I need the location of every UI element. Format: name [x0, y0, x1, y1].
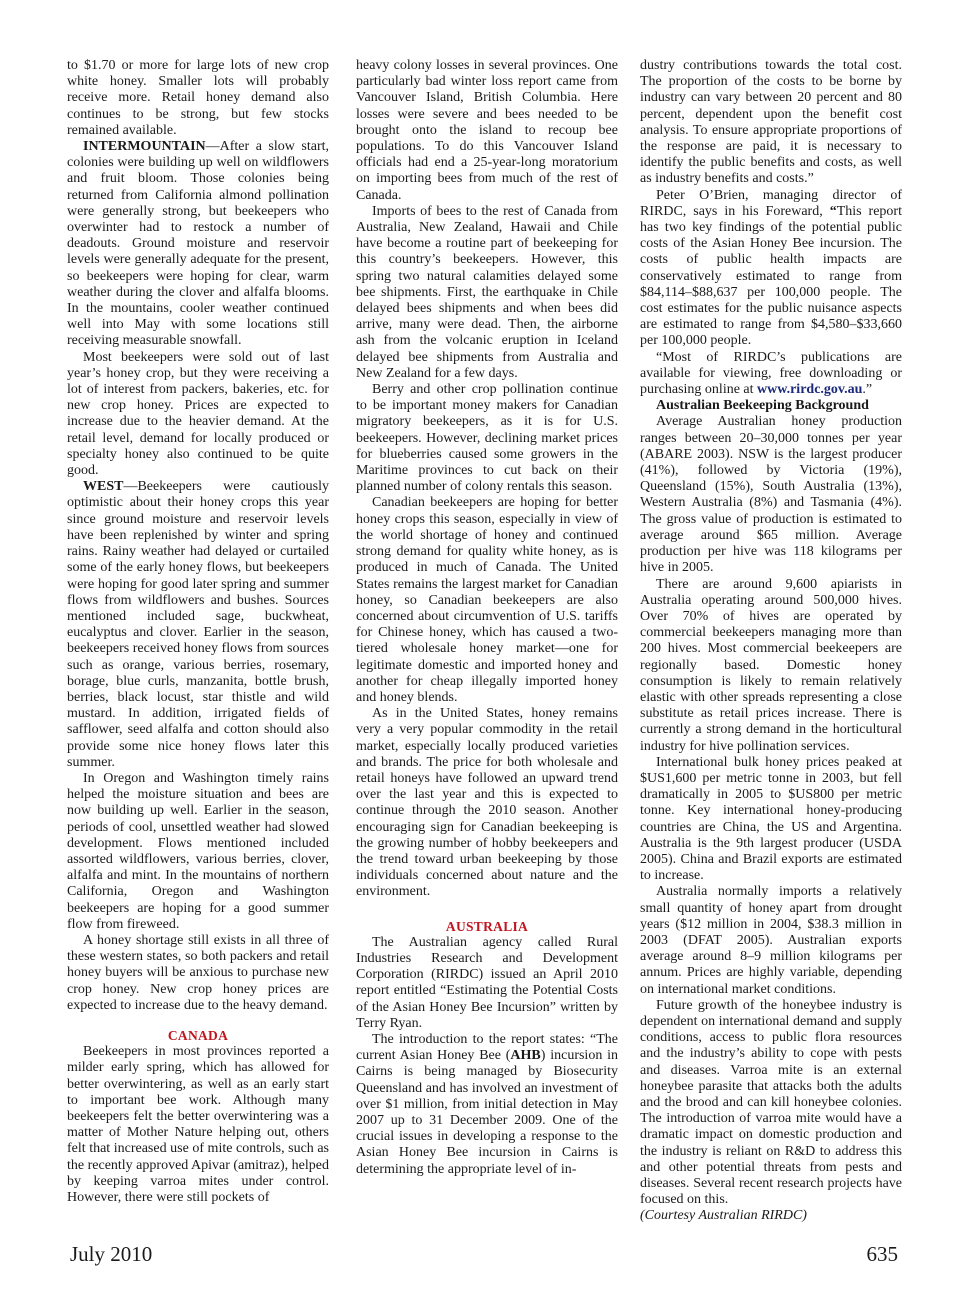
paragraph	[67, 479, 329, 771]
paragraph-text: —Beekeepers were cautiously optimistic about their honey crops this year since ground moisture and reservoir levels have been replenished by winter and spring rains. Rainy weather had delayed or curtailed some of the early honey flows, but beekeepers were hoping for good later spring and summer flows from wildflowers and bushes. Sources mentioned included sage, buckwheat, eucalyptus and clover. Earlier in the season, beekeepers received honey flows from sources such as orange, various berries, rosemary, borage, blue curls, manzanita, bottle brush, berries, black locust, star thistle and wild mustard. In addition, irrigated fields of safflower, seed alfalfa and cotton should also provide some nice honey flows later this summer.	[67, 479, 329, 770]
paragraph-text: This report has two key findings of the potential public costs of the Asian Honey Bee incursion. The costs of public health impacts are conservatively estimated to range from $84,114–$88,637 per 100,000 people. The cost estimates for the public nuisance aspects are estimated to range from $4,580–$33,660 per 100,000 people.	[640, 203, 902, 349]
column-2	[356, 58, 618, 1178]
paragraph	[640, 188, 902, 350]
paragraph-text: The introduction to the report states: “The current Asian Honey Bee (	[356, 1031, 618, 1064]
paragraph-text: ) incursion in Cairns is being managed by Biosecurity Queensland and has involved an investment of over $1 million, from initial detection in May 2007 up to 31 December 2009. One of the crucial issues in developing a response to the Asian Honey Bee incursion in Cairns is determining the appropriate level of in-	[356, 1048, 618, 1177]
paragraph: In Oregon and Washington timely rains helped the moisture situation and bees are now building up well. Earlier in the season, periods of cool, unsettled weather had slowed development. Flows mentioned included assorted wildflowers, various berries, clover, alfalfa and mint. In the mountains of northern California, Oregon and Washington beekeepers are hoping for a good summer flow from fireweed.	[67, 770, 329, 932]
paragraph: The Australian agency called Rural Industries Research and Development Corporation (RIRDC) issued an April 2010 report entitled “Estimating the Potential Costs of the Asian Honey Bee Incursion” written by Terry Ryan.	[356, 934, 618, 1031]
paragraph: A honey shortage still exists in all three of these western states, so both packers and retail honey buyers will be anxious to purchase new crop honey. New crop honey prices are expected to increase due to the heavy demand.	[67, 932, 329, 1013]
footer-date: July 2010	[70, 1242, 153, 1266]
paragraph: Beekeepers in most provinces reported a milder early spring, which has allowed for better overwintering, as well as an early start to important bee work. Although many beekeepers felt the better overwintering was a matter of Mother Nature helping out, others felt that increased use of mite controls, such as the recently approved Apivar (amitraz), helped by keeping varroa mites under control. However, there were still pockets of	[67, 1044, 329, 1206]
paragraph: Australia normally imports a relatively small quantity of honey apart from drought years ($12 million in 2004, $38.3 million in 2003 (DFAT 2005). Australian exports average around 8–9 million kilograms per annum. Prices are highly variable, depending on international market conditions.	[640, 884, 902, 997]
open-quote: “	[829, 203, 837, 219]
paragraph: Average Australian honey production ranges between 20–30,000 tonnes per year (ABARE 2003). NSW is the largest producer (41%), followed by Victoria (19%), Queensland (15%), South Australia (13%), Western Australia (8%) and Tasmania (4%). The gross value of production is estimated to average around $65 million. Average production per hive was 118 kilograms per hive in 2005.	[640, 414, 902, 576]
paragraph-text: .”	[862, 382, 873, 398]
paragraph-text: —After a slow start, colonies were building up well on wildflowers and fruit bloom. Those colonies being returned from California almond pollination were generally strong, but beekeepers who overwinter had to restock a number of deadouts. Ground moisture and reservoir levels were generally adequate for the present, so beekeepers were hoping for clear, warm weather during the clover and alfalfa blooms. In the mountains, cooler weather continued well into May with some locations still receiving measurable snowfall.	[67, 139, 329, 349]
section-heading-canada: CANADA	[167, 1027, 229, 1043]
paragraph	[640, 350, 902, 399]
rirdc-link[interactable]: www.rirdc.gov.au	[757, 382, 863, 398]
paragraph: There are around 9,600 apiarists in Australia operating around 500,000 hives. Over 70% of hives are operated by commercial beekeepers managing more than 200 hives. Most commercial beekeepers are regionally based. Domestic honey consumption is likely to remain relatively elastic with other spreads representing a close substitute as retail prices increase. There is currently a strong demand in the horticultural industry for hive pollination services.	[640, 576, 902, 754]
paragraph-text: Peter O’Brien, managing director of RIRDC, says in his Foreward,	[640, 187, 902, 219]
paragraph	[640, 998, 902, 1225]
subheading-background: Australian Beekeeping Background	[656, 398, 869, 414]
region-label-intermountain: INTERMOUNTAIN	[83, 139, 206, 155]
section-heading-australia: AUSTRALIA	[445, 918, 529, 934]
column-1	[67, 58, 329, 1206]
paragraph: Most beekeepers were sold out of last year’s honey crop, but they were receiving a lot of interest from packers, bakeries, etc. for new crop honey. Prices are expected to increase due to the heavier demand. At the retail level, demand for locally produced or specialty honey also continued to be quite good.	[67, 349, 329, 479]
credit-line: (Courtesy Australian RIRDC)	[640, 1208, 807, 1224]
paragraph: to $1.70 or more for large lots of new crop white honey. Smaller lots will probably receive more. Retail honey demand also continues to be strong, but few stocks remained available.	[67, 58, 329, 138]
page-number: 635	[866, 1242, 898, 1266]
region-label-west: WEST	[83, 479, 124, 495]
paragraph: dustry contributions towards the total cost. The proportion of the costs to be borne by industry can vary between 20 percent and 80 percent, dependent upon the benefit cost analysis. To ensure appropriate proportions of the response are paid, it is necessary to identify the public benefits and costs, as well as industry benefits and costs.”	[640, 58, 902, 187]
paragraph: Imports of bees to the rest of Canada from Australia, New Zealand, Hawaii and Chile have become a routine part of beekeeping for this country’s beekeepers. However, this spring two natural calamities delayed some bee shipments. First, the earthquake in Chile delayed bees shipments and when bees did arrive, many were dead. Then, the airborne ash from the volcanic eruption in Iceland delayed bee shipments from Australia and New Zealand for a few days.	[356, 203, 618, 381]
paragraph: As in the United States, honey remains very a very popular commodity in the retail market, especially locally produced varieties and brands. The price for both wholesale and retail honeys have followed an upward trend over the last year and this is expected to continue through the 2010 season. Another encouraging sign for Canadian beekeeping is the growing number of hobby beekeepers and the trend toward urban beekeeping by those individuals concerned about nature and the environment.	[356, 706, 618, 900]
column-3	[640, 58, 902, 1225]
paragraph	[356, 1032, 618, 1178]
paragraph: Canadian beekeepers are hoping for better honey crops this season, especially in view of the world shortage of honey and continued strong demand for quality white honey, as is produced in much of Canada. The United States remains the largest market for Canadian honey, so Canadian beekeepers are also concerned about circumvention of U.S. tariffs for Chinese honey, which has caused a two-tiered wholesale honey market—one for legitimate domestic and imported honey and another for cheap illegally imported honey and honey blends.	[356, 495, 618, 705]
paragraph: Berry and other crop pollination continue to be important money makers for Canadian migratory beekeepers, as it is for U.S. beekeepers. However, declining market prices for blueberries caused some growers in the Maritime provinces to cut back on their planned number of colony rentals this season.	[356, 382, 618, 495]
ahb-abbreviation: AHB	[510, 1048, 541, 1064]
paragraph	[67, 139, 329, 350]
paragraph: International bulk honey prices peaked at $US1,600 per metric tonne in 2003, but fell dramatically in 2005 to $US800 per metric tonne. Key international honey-producing countries are China, the US and Argentina. Australia is the 9th largest producer (USDA 2005). China and Brazil exports are estimated to increase.	[640, 754, 902, 884]
paragraph-text: “Most of RIRDC’s publications are available for viewing, free downloading or purchasing online at	[640, 349, 902, 398]
paragraph: heavy colony losses in several provinces. One particularly bad winter loss report came from Vancouver Island, British Columbia. Here losses were severe and bees needed to be brought onto the island to recoup bee populations. To do this Vancouver Island officials had end a 25-year-long moratorium on importing bees from much of the rest of Canada.	[356, 58, 618, 203]
paragraph-text: Future growth of the honeybee industry is dependent on international demand and supply conditions, access to public flora resources and the industry’s ability to cope with pests and diseases. Varroa mite is an external honeybee parasite that attacks both the adults and the brood and can kill honeybee colonies. The introduction of varroa mite would have a dramatic impact on domestic production and the industry is reliant on R&D to address this and other potential threats from pests and diseases. Several recent research projects have focused on this.	[640, 997, 902, 1208]
